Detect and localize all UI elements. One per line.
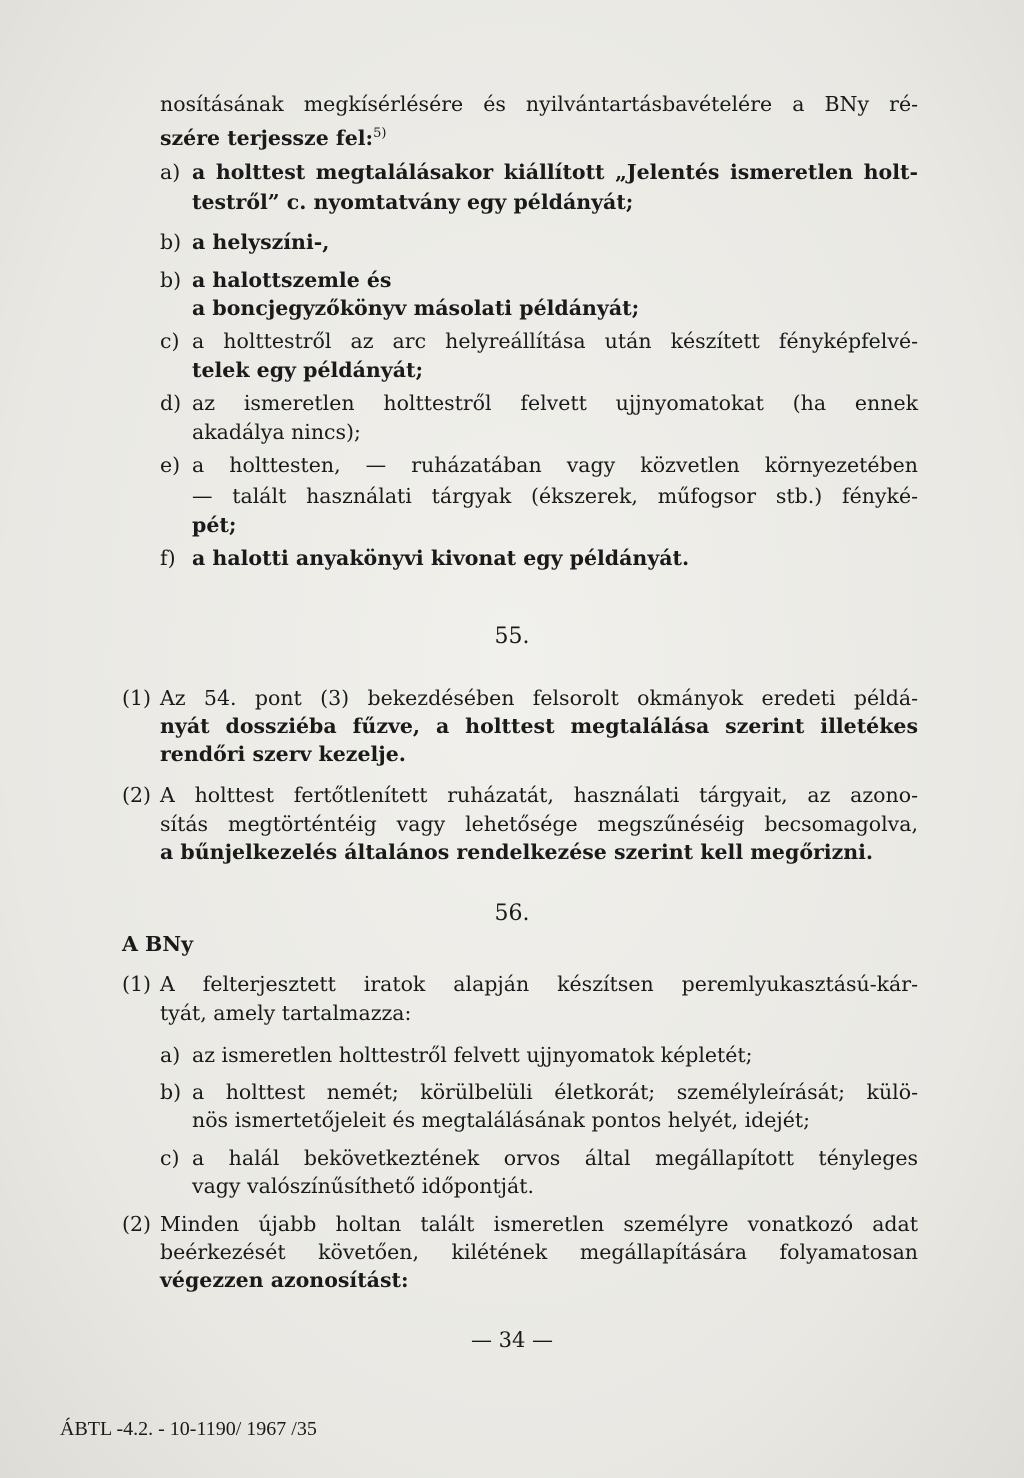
item-label-d: d) [160,391,182,415]
archive-reference: ÁBTL -4.2. - 10-1190/ 1967 /35 [60,1418,317,1440]
item-label-f: f) [160,546,176,570]
s56-sub-a-line-1: az ismeretlen holttestről felvett ujjnyomatok képletét; [192,1043,753,1067]
s56-sub-c-label: c) [160,1146,180,1170]
s55-p1-line-3: rendőri szerv kezelje. [160,742,406,766]
item-b2-line-2: a boncjegyzőkönyv másolati példányát; [192,296,640,320]
s55-p1-line-2: nyát dossziéba fűzve, a holttest megtalálása szerint illetékes [160,714,918,738]
item-label-b2: b) [160,268,182,292]
s56-sub-b-line-2: nös ismertetőjeleit és megtalálásának pontos helyét, idejét; [192,1108,811,1132]
item-b1-line-1: a helyszíni-, [192,230,330,254]
s56-p2-line-3: végezzen azonosítást: [160,1268,409,1292]
footnote-ref: 5) [373,126,387,141]
item-a-line-1: a holttest megtalálásakor kiállított „Jelentés ismeretlen holt- [192,160,918,184]
item-e-line-1: a holttesten, — ruházatában vagy közvetlen környezetében [192,453,918,477]
item-c-line-2: telek egy példányát; [192,358,424,382]
item-c-line-1 [192,326,918,356]
item-label-a: a) [160,160,181,184]
item-label-e: e) [160,453,181,477]
s56-sub-c-line-1: a halál bekövetkeztének orvos által megállapított tényleges [192,1146,918,1170]
item-b2-line-1: a halottszemle és [192,268,392,292]
page-number: — 34 — [470,1328,554,1352]
s56-p2-line-2: beérkezését követően, kilétének megállapítására folyamatosan [160,1240,918,1264]
s55-p2-line-1: A holttest fertőtlenített ruházatát, használati tárgyait, az azono- [160,783,918,807]
s55-p1-line-1: Az 54. pont (3) bekezdésében felsorolt okmányok eredeti példá- [160,686,918,710]
item-e-line-3: pét; [192,513,237,537]
section-55-number: 55. [494,624,530,649]
s55-p1-label: (1) [122,686,152,710]
section-56-number: 56. [494,901,530,926]
item-c-text: a holttestről az arc helyreállítása után készített fényképfelvé- [192,329,918,353]
item-d-line-2: akadálya nincs); [192,420,361,444]
s55-p2-line-2: sítás megtörténtéig vagy lehetősége megszűnéséig becsomagolva, [160,812,918,836]
s56-sub-b-line-1: a holttest nemét; körülbelüli életkorát; személyleírását; külö- [192,1080,918,1104]
s55-p2-line-3: a bűnjelkezelés általános rendelkezése szerint kell megőrizni. [160,840,874,864]
s56-p1-line-2: tyát, amely tartalmazza: [160,1001,412,1025]
s56-p1-label: (1) [122,972,152,996]
s56-sub-a-label: a) [160,1043,181,1067]
s56-sub-b-label: b) [160,1080,182,1104]
item-label-b1: b) [160,230,182,254]
intro-line-1: nosításának megkísérlésére és nyilvántartásbavételére a BNy ré- [160,92,918,116]
item-f-line-1: a halotti anyakönyvi kivonat egy példányát. [192,546,690,570]
s56-p1-line-1: A felterjesztett iratok alapján készítsen peremlyukasztású-kár- [160,972,918,996]
s56-heading: A BNy [122,932,194,956]
intro-line-2-text: szére terjessze fel: [160,125,374,150]
item-label-c: c) [160,329,180,353]
s56-p2-label: (2) [122,1212,152,1236]
s55-p2-label: (2) [122,783,152,807]
item-a-line-2: testről” c. nyomtatvány egy példányát; [192,190,634,214]
s56-sub-c-line-2: vagy valószínűsíthető időpontját. [192,1174,535,1198]
s56-p2-line-1: Minden újabb holtan talált ismeretlen személyre vonatkozó adat [160,1212,918,1236]
intro-line-2 [160,119,918,153]
item-e-line-2: — talált használati tárgyak (ékszerek, műfogsor stb.) fényké- [192,484,918,508]
item-d-line-1: az ismeretlen holttestről felvett ujjnyomatokat (ha ennek [192,391,918,415]
